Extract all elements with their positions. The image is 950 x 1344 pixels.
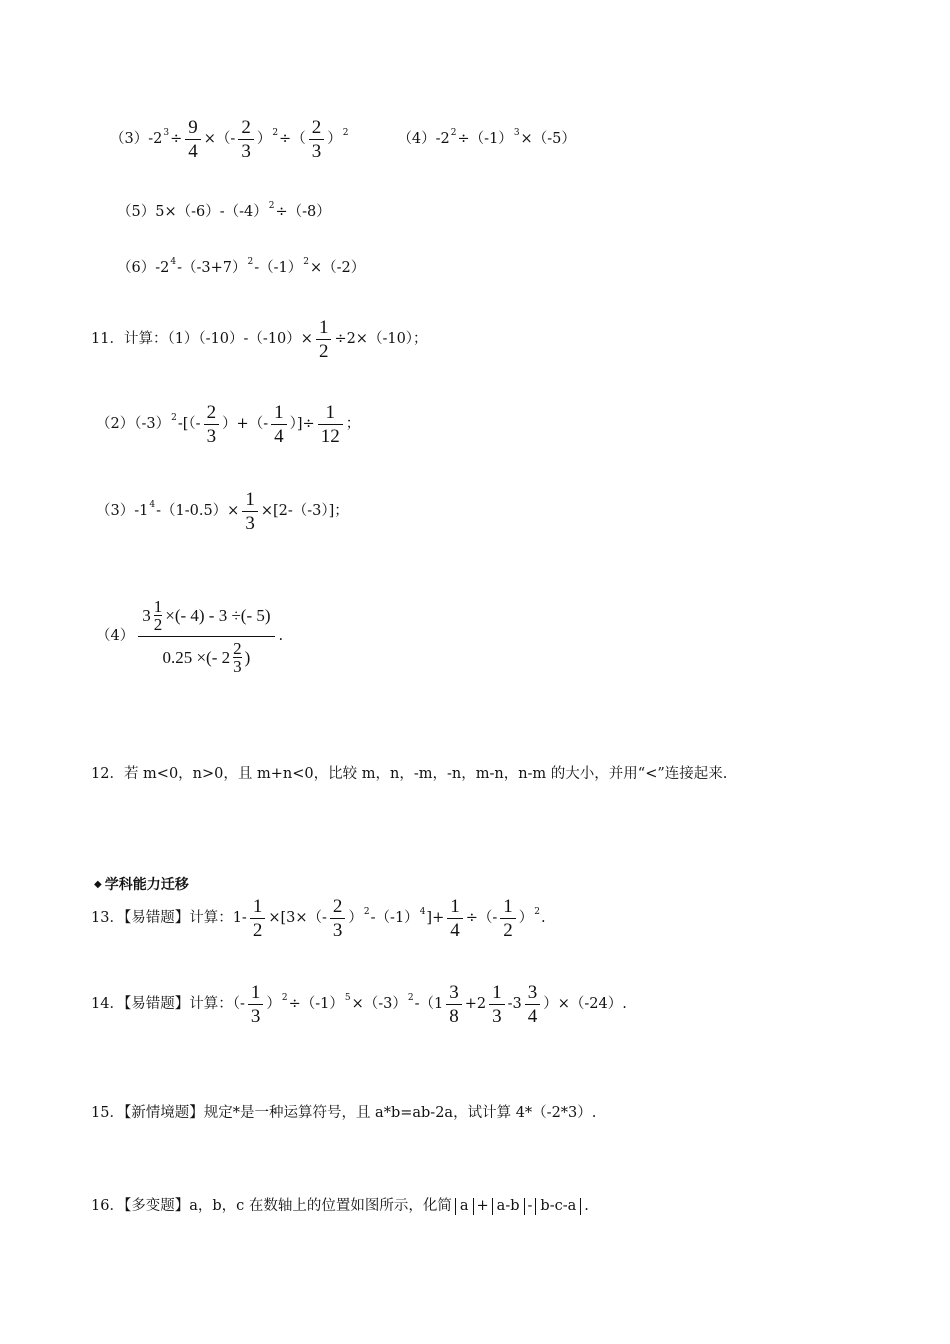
expr-text: ×（-5）	[520, 131, 576, 148]
expr-text: （5）5×（-6）-（-4）	[117, 204, 268, 220]
exponent: 3	[163, 128, 170, 138]
expr-text: ÷	[170, 131, 183, 148]
fraction: $\frac{1}{4}$	[447, 897, 463, 940]
fraction: $\frac{2}{3}$	[330, 897, 346, 940]
section-heading	[94, 878, 189, 892]
problem-3-and-4	[110, 118, 576, 161]
expr-text: -（1-0.5）×	[156, 503, 240, 520]
question-11-part-4	[96, 598, 283, 675]
problem-6	[117, 256, 366, 276]
expr-text: 14．【易错题】计算：（-	[91, 996, 245, 1013]
absolute-value: b-c-a	[535, 1198, 581, 1215]
section-title: 学科能力迁移	[104, 877, 189, 893]
question-12	[91, 767, 727, 782]
exponent: 2	[363, 907, 370, 917]
exponent: 2	[534, 907, 541, 917]
expr-text: ÷（-1）	[288, 996, 344, 1013]
expr-text: ×（-3）	[351, 996, 407, 1013]
question-11-part-1	[91, 318, 428, 361]
fraction: $\frac{1}{2}$	[153, 597, 163, 634]
question-text: 15．【新情境题】规定*是一种运算符号，且 a*b=ab-2a，试计算 4*（-2*3）.	[91, 1105, 597, 1121]
expr-text: ）	[266, 996, 281, 1013]
exponent: 3	[513, 128, 520, 138]
exponent: 4	[170, 256, 177, 267]
exponent: 2	[272, 128, 279, 138]
expr-text: （6）-2	[117, 260, 170, 276]
expr-text: ÷（	[279, 131, 306, 148]
problem-5	[117, 200, 331, 220]
question-16	[91, 1198, 589, 1215]
expr-text: -（-3+7）	[177, 260, 247, 276]
exponent: 4	[149, 500, 156, 510]
exponent: 2	[247, 256, 254, 267]
expr-text: 11．计算：（1）（-10）-（-10）×	[91, 331, 313, 348]
expr-text: ×[3×（-	[268, 910, 327, 927]
expr-text: （3）-1	[96, 503, 149, 520]
fraction: $\frac{9}{4}$	[185, 118, 201, 161]
expr-text: ÷（-1）	[457, 131, 513, 148]
fraction: $\frac{1}{12}$	[318, 403, 343, 446]
expr-text: -（1	[414, 996, 444, 1013]
expr-text: -	[527, 1198, 533, 1214]
expr-text: ；	[345, 416, 361, 433]
expr-text: ）	[256, 131, 272, 148]
expr-text: ÷（-8）	[275, 204, 331, 220]
expr-text: -3	[507, 996, 522, 1013]
fraction: $\frac{1}{3}$	[242, 490, 258, 533]
question-15	[91, 1106, 596, 1121]
denominator: 0.25 ×(- 2 $\frac{2}{3}$ )	[162, 639, 251, 676]
expr-text: ）	[348, 910, 363, 927]
expr-text: （3）-2	[110, 131, 163, 148]
exponent: 5	[344, 993, 351, 1003]
expr-text: 13．【易错题】计算：1-	[91, 910, 247, 927]
expr-text: -（-1）	[254, 260, 303, 276]
expr-text: ×[2-（-3）]；	[260, 503, 349, 520]
expr-text: .	[541, 910, 546, 927]
expr-text: ÷2×（-10）；	[334, 331, 428, 348]
expr-text: +	[476, 1198, 489, 1214]
fraction: $\frac{3}{4}$	[525, 983, 541, 1026]
absolute-value: a	[455, 1198, 474, 1215]
expr-text: ]+	[426, 910, 445, 927]
compound-fraction	[138, 598, 274, 675]
exponent: 2	[450, 128, 457, 138]
fraction: $\frac{1}{2}$	[500, 897, 516, 940]
expr-text: ）×（-24）.	[543, 996, 627, 1013]
fraction: $\frac{2}{3}$	[204, 403, 220, 446]
question-11-part-3	[96, 490, 349, 533]
fraction: $\frac{1}{4}$	[271, 403, 287, 446]
expr-text: ）	[327, 131, 342, 148]
expr-text: +2	[464, 996, 487, 1013]
exponent: 2	[407, 993, 414, 1003]
fraction: $\frac{3}{8}$	[446, 983, 462, 1026]
fraction: $\frac{1}{2}$	[250, 897, 266, 940]
numerator: 3 $\frac{1}{2}$ ×(- 4) - 3 ÷(- 5)	[142, 597, 271, 634]
absolute-value: a-b	[492, 1198, 525, 1215]
expr-text: ÷（-	[465, 910, 498, 927]
expr-text: 16．【多变题】a，b，c 在数轴上的位置如图所示，化简	[91, 1198, 452, 1214]
expr-text: -[（-	[177, 416, 201, 433]
question-13	[91, 897, 546, 940]
expr-text: .	[278, 628, 284, 645]
expr-text: ×（-2）	[310, 260, 366, 276]
fraction: $\frac{1}{2}$	[316, 318, 332, 361]
expr-text: ）+（-	[222, 416, 269, 433]
exponent: 2	[281, 993, 288, 1003]
question-text: 12．若 m<0，n>0，且 m+n<0，比较 m，n，-m，-n，m-n，n-m 的大小，并用“<”连接起来.	[91, 766, 728, 782]
exponent: 2	[303, 256, 309, 267]
exponent: 4	[419, 907, 426, 917]
question-11-part-2	[96, 403, 360, 446]
exponent: 2	[342, 128, 349, 138]
expr-text: .	[584, 1198, 589, 1214]
question-14	[91, 983, 627, 1026]
fraction: $\frac{1}{3}$	[489, 983, 505, 1026]
fraction: $\frac{1}{3}$	[248, 983, 264, 1026]
expr-text: （4）-2	[397, 131, 450, 148]
expr-text: ）	[518, 910, 534, 927]
fraction: $\frac{2}{3}$	[233, 639, 242, 676]
exponent: 2	[268, 200, 275, 211]
expr-text: ×（-	[203, 131, 236, 148]
expr-text: ）]÷	[289, 416, 315, 433]
fraction: $\frac{2}{3}$	[238, 118, 254, 161]
fraction: $\frac{2}{3}$	[309, 118, 325, 161]
exponent: 2	[171, 413, 177, 423]
expr-text: （2）（-3）	[96, 416, 171, 433]
expr-text: -（-1）	[370, 910, 419, 927]
diamond-bullet-icon: ◆	[94, 879, 102, 890]
expr-text: （4）	[96, 628, 135, 645]
